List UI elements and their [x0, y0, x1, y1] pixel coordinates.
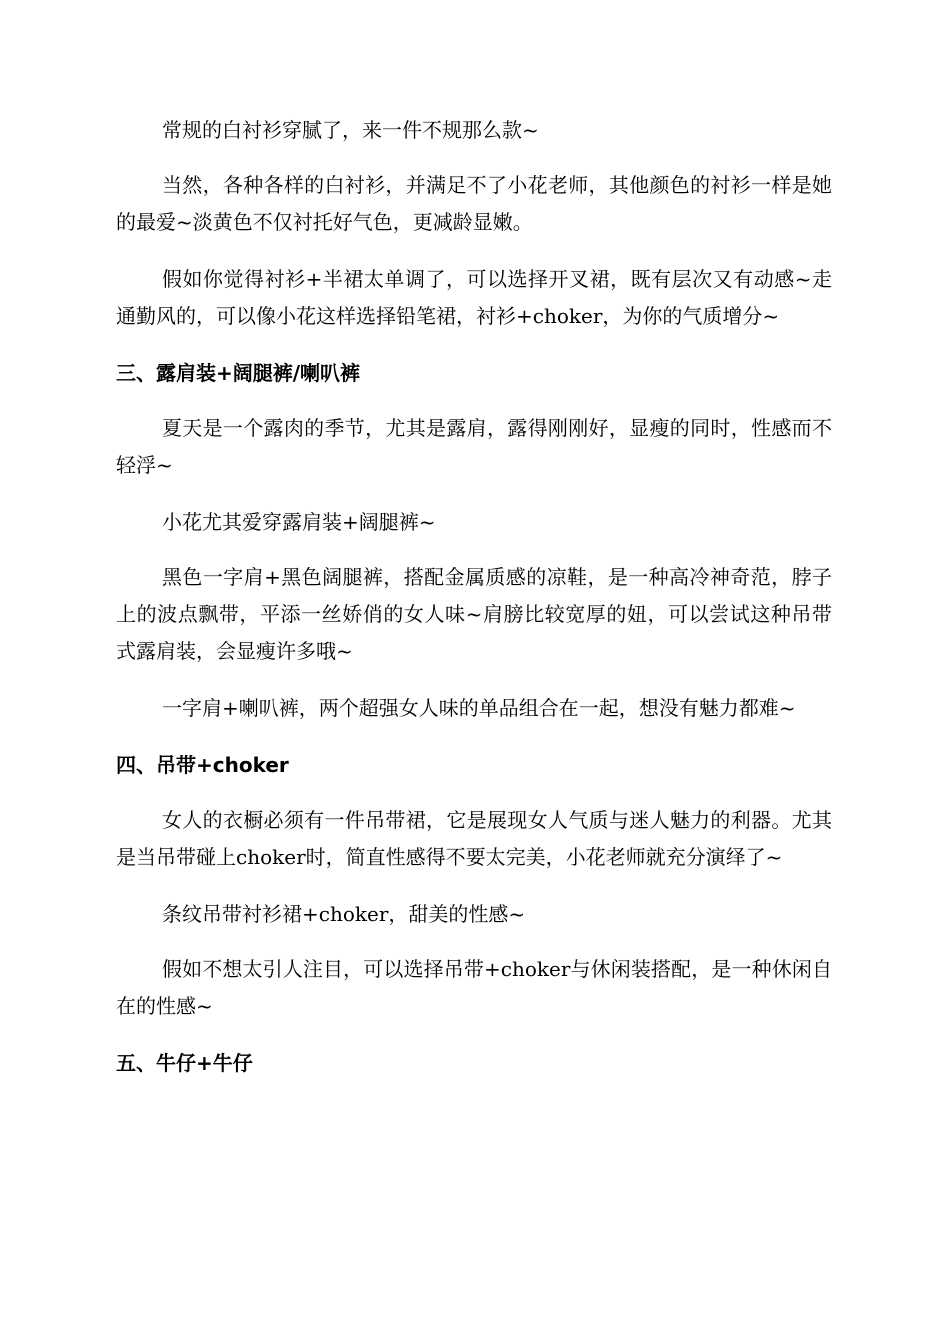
section-heading: 五、牛仔+牛仔	[116, 1051, 253, 1075]
paragraph: 假如不想太引人注目，可以选择吊带+choker与休闲装搭配，是一种休闲自在的性感~	[116, 957, 832, 1018]
paragraph: 常规的白衬衫穿腻了，来一件不规那么款~	[162, 118, 539, 142]
section-heading: 四、吊带+choker	[116, 753, 289, 777]
paragraph: 小花尤其爱穿露肩装+阔腿裤~	[162, 510, 436, 534]
paragraph: 一字肩+喇叭裤，两个超强女人味的单品组合在一起，想没有魅力都难~	[162, 696, 796, 720]
paragraph: 黑色一字肩+黑色阔腿裤，搭配金属质感的凉鞋，是一种高冷神奇范，脖子上的波点飘带，平添一丝娇俏的女人味~肩膀比较宽厚的妞，可以尝试这种吊带式露肩装，会显瘦许多哦~	[116, 565, 832, 663]
paragraph: 当然，各种各样的白衬衫，并满足不了小花老师，其他颜色的衬衫一样是她的最爱~淡黄色不仅衬托好气色，更减龄显嫩。	[116, 173, 832, 234]
paragraph: 假如你觉得衬衫+半裙太单调了，可以选择开叉裙，既有层次又有动感~走通勤风的，可以像小花这样选择铅笔裙，衬衫+choker，为你的气质增分~	[116, 267, 832, 328]
paragraph: 夏天是一个露肉的季节，尤其是露肩，露得刚刚好，显瘦的同时，性感而不轻浮~	[116, 416, 832, 477]
paragraph: 条纹吊带衬衫裙+choker，甜美的性感~	[162, 902, 526, 926]
section-heading: 三、露肩装+阔腿裤/喇叭裤	[116, 361, 361, 385]
paragraph: 女人的衣橱必须有一件吊带裙，它是展现女人气质与迷人魅力的利器。尤其是当吊带碰上choker时，简直性感得不要太完美，小花老师就充分演绎了~	[116, 808, 832, 869]
